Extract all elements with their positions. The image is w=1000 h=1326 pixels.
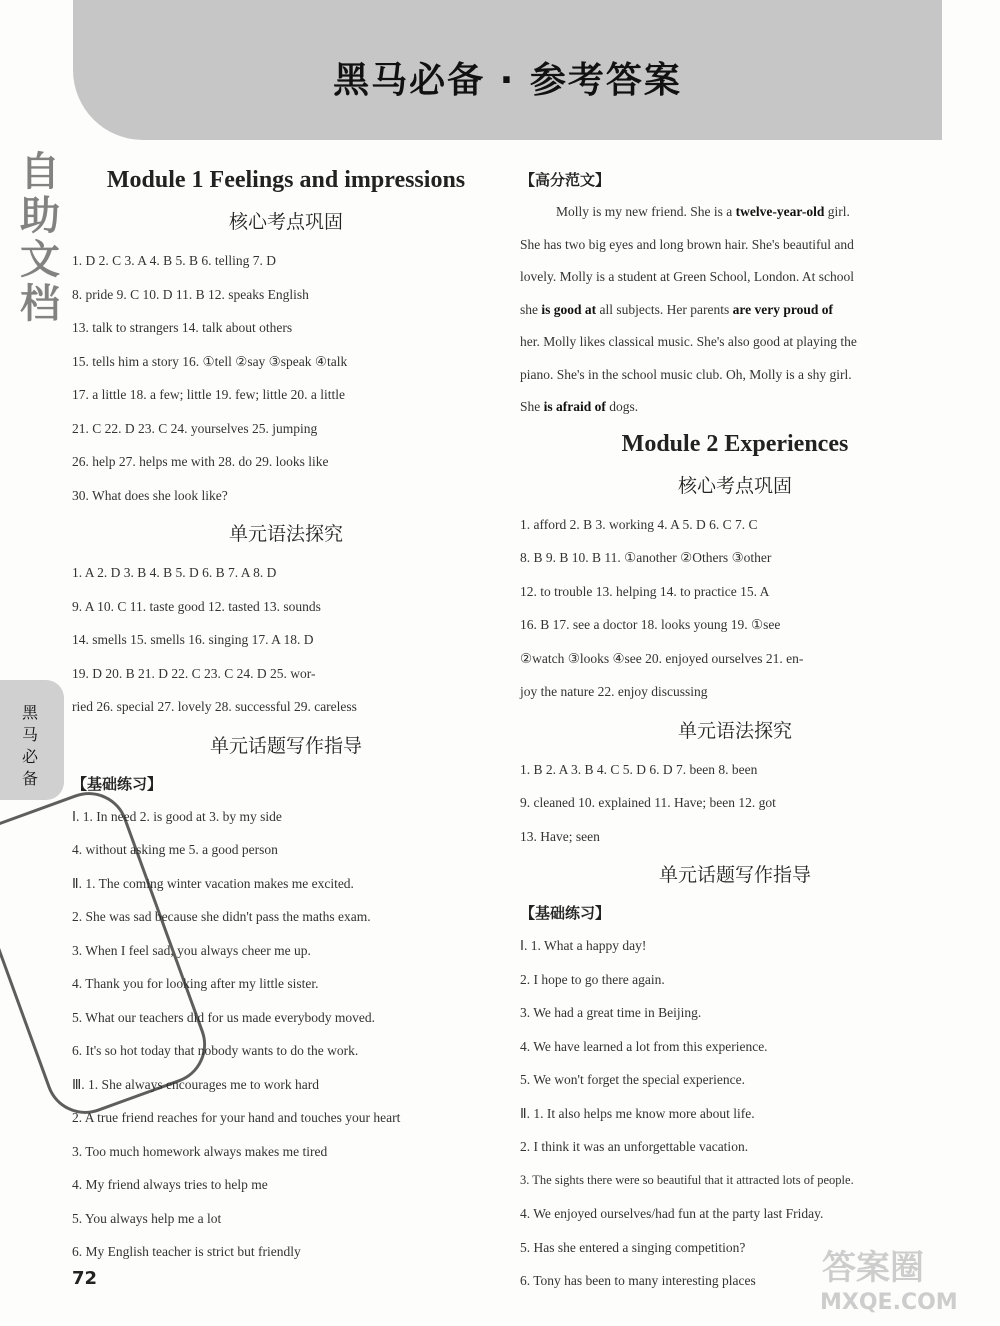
answer-line: ②watch ③looks ④see 20. enjoyed ourselves 21. en- <box>520 650 804 666</box>
module1-writing-answers <box>72 800 500 1269</box>
essay-line: She has two big eyes and long brown hair. She's beautiful and <box>520 236 854 252</box>
module2-writing-title: 单元话题写作指导 <box>658 864 811 886</box>
module2-basic-practice-head: 【基础练习】 <box>520 904 611 922</box>
answer-line: 13. Have; seen <box>520 828 600 844</box>
answer-line: 5. We won't forget the special experience. <box>520 1072 746 1087</box>
answer-line: 1. B 2. A 3. B 4. C 5. D 6. D 7. been 8. been <box>520 761 758 777</box>
answer-line: 21. C 22. D 23. C 24. yourselves 25. jumping <box>72 420 318 436</box>
answer-line: 3. When I feel sad, you always cheer me up. <box>72 942 311 958</box>
answer-line: ried 26. special 27. lovely 28. successful 29. careless <box>72 699 357 714</box>
module1-title: Module 1 Feelings and impressions <box>106 167 466 193</box>
answer-line: 13. talk to strangers 14. talk about others <box>72 320 293 335</box>
model-essay <box>520 196 950 424</box>
answer-line: joy the nature 22. enjoy discussing <box>520 684 708 699</box>
left-column <box>72 160 500 1269</box>
answer-line: 8. pride 9. C 10. D 11. B 12. speaks English <box>72 286 309 302</box>
answer-line: 9. A 10. C 11. taste good 12. tasted 13. sounds <box>72 598 321 614</box>
answer-line: 19. D 20. B 21. D 22. C 23. C 24. D 25. wor- <box>72 665 316 681</box>
side-tab <box>0 680 64 800</box>
answer-line: 15. tells him a story 16. ①tell ②say ③speak ④talk <box>72 353 348 369</box>
module1-core-answers <box>72 244 500 512</box>
answer-line: 14. smells 15. smells 16. singing 17. A 18. D <box>72 632 314 647</box>
answer-line: 5. What our teachers did for us made everybody moved. <box>72 1009 376 1025</box>
answer-line: 1. A 2. D 3. B 4. B 5. D 6. B 7. A 8. D <box>72 565 277 580</box>
answer-line: Ⅲ. 1. She always encourages me to work hard <box>72 1076 319 1092</box>
answer-line: 30. What does she look like? <box>72 487 228 503</box>
answer-line: 17. a little 18. a few; little 19. few; little 20. a little <box>72 387 345 402</box>
answer-line: 6. It's so hot today that nobody wants to do the work. <box>72 1043 359 1058</box>
answer-line: 12. to trouble 13. helping 14. to practice 15. A <box>520 583 770 599</box>
essay-line: she is good at all subjects. Her parents are very proud of <box>520 301 833 317</box>
answer-line: Ⅰ. 1. What a happy day! <box>520 938 647 953</box>
answer-line: 5. Has she entered a singing competition? <box>520 1239 746 1255</box>
answer-line: 3. We had a great time in Beijing. <box>520 1005 702 1020</box>
essay-line: lovely. Molly is a student at Green School, London. At school <box>520 269 854 284</box>
answer-line: 2. She was sad because she didn't pass the maths exam. <box>72 909 371 924</box>
side-tab-label: 黑马必备 <box>22 703 39 788</box>
answer-line: 2. I hope to go there again. <box>520 971 665 987</box>
page-header <box>73 0 942 140</box>
module1-basic-practice-head: 【基础练习】 <box>72 774 163 793</box>
module2-title: Module 2 Experiences <box>621 430 849 457</box>
answer-line: 4. without asking me 5. a good person <box>72 842 278 857</box>
answer-line: 3. Too much homework always makes me tired <box>72 1143 328 1159</box>
right-column <box>520 160 950 1298</box>
answer-line: 2. I think it was an unforgettable vacation. <box>520 1139 749 1154</box>
module2-grammar-title: 单元语法探究 <box>677 719 792 742</box>
essay-line: piano. She's in the school music club. Oh, Molly is a shy girl. <box>520 366 852 382</box>
answer-line: Ⅱ. 1. The coming winter vacation makes me excited. <box>72 875 354 891</box>
module2-grammar-answers <box>520 753 950 854</box>
module2-core-answers <box>520 508 950 709</box>
answer-line: 6. Tony has been to many interesting places <box>520 1273 756 1288</box>
answer-line: 6. My English teacher is strict but friendly <box>72 1244 301 1259</box>
module1-writing-title: 单元话题写作指导 <box>209 734 362 757</box>
essay-line: Molly is my new friend. She is a twelve-year-old girl. <box>556 204 850 219</box>
module1-core-title: 核心考点巩固 <box>228 211 343 233</box>
essay-line: She is afraid of dogs. <box>520 399 639 414</box>
answer-line: Ⅱ. 1. It also helps me know more about life. <box>520 1105 755 1121</box>
watermark-logo: 答案圈 <box>822 1248 924 1288</box>
answer-line: 2. A true friend reaches for your hand and touches your heart <box>72 1110 401 1125</box>
answer-line: 4. Thank you for looking after my little sister. <box>72 976 319 991</box>
model-essay-head: 【高分范文】 <box>520 171 611 189</box>
essay-line: her. Molly likes classical music. She's also good at playing the <box>520 334 857 349</box>
answer-line: 3. The sights there were so beautiful that it attracted lots of people. <box>520 1172 854 1187</box>
module1-grammar-answers <box>72 556 500 724</box>
answer-line: 1. D 2. C 3. A 4. B 5. B 6. telling 7. D <box>72 253 277 268</box>
answer-line: Ⅰ. 1. In need 2. is good at 3. by my side <box>72 808 282 824</box>
page-title: 黑马必备 · 参考答案 <box>333 60 682 101</box>
answer-line: 8. B 9. B 10. B 11. ①another ②Others ③other <box>520 550 772 565</box>
module1-grammar-title: 单元语法探究 <box>228 523 343 545</box>
watermark-url: MXQE.COM <box>820 1290 958 1315</box>
answer-line: 16. B 17. see a doctor 18. looks young 19. ①see <box>520 617 781 632</box>
answer-line: 5. You always help me a lot <box>72 1210 222 1226</box>
answer-line: 9. cleaned 10. explained 11. Have; been 12. got <box>520 795 776 810</box>
answer-line: 1. afford 2. B 3. working 4. A 5. D 6. C 7. C <box>520 516 758 532</box>
module2-core-title: 核心考点巩固 <box>677 474 792 497</box>
answer-line: 4. We enjoyed ourselves/had fun at the party last Friday. <box>520 1206 824 1221</box>
answer-line: 4. My friend always tries to help me <box>72 1177 268 1192</box>
answer-line: 26. help 27. helps me with 28. do 29. looks like <box>72 454 329 469</box>
stamp-text: 自助文档 <box>20 149 60 327</box>
answer-line: 4. We have learned a lot from this experience. <box>520 1038 768 1054</box>
page-number: 72 <box>72 1268 98 1289</box>
